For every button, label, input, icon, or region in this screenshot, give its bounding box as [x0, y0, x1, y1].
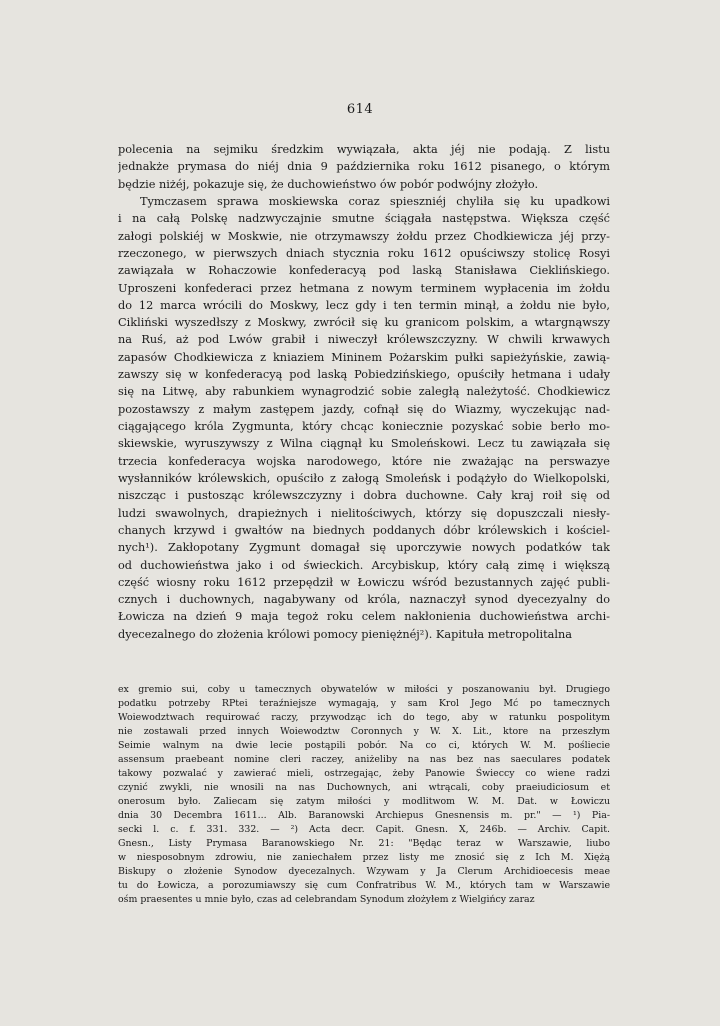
text-line: się na Litwę, aby rabunkiem wynagrodzić sobie zaległą należytość. Chodkiewicz [118, 385, 610, 399]
text-line: Cikliński wyszedłszy z Moskwy, zwrócił się ku granicom polskim, a wtargnąwszy [118, 316, 610, 330]
text-line: polecenia na sejmiku średzkim wywiązała, akta jéj nie podają. Z listu [118, 143, 610, 156]
text-line: Uproszeni konfederaci przez hetmana z nowym terminem wypłacenia im żołdu [118, 281, 610, 295]
text-line: zawszy się w konfederacyą pod laską Pobiedzińskiego, opuściły hetmana i udały [118, 368, 610, 382]
footnote-line: nie zostawali przed innych Woiewodztw Coronnych y W. X. Lit., ktore na przeszłym [118, 726, 610, 738]
text-line: na Ruś, aż pod Lwów grabił i niweczył królewszczyzny. W chwili krwawych [118, 333, 610, 347]
main-text [118, 141, 610, 643]
footnote-line: assensum praebeant nomine cleri raczey, aniżeliby na nas bez nas saeculares podatek [118, 754, 610, 766]
footnote-line: Gnesn., Listy Prymasa Baranowskiego Nr. 21: "Będąc teraz w Warszawie, liubo [118, 838, 610, 850]
footnote-line: podatku potrzeby RPtei teraźniejsze wymagają, y sam Krol Jego Mć po tamecznych [118, 698, 610, 710]
footnote-line: tu do Łowicza, a porozumiawszy się cum Confratribus W. M., których tam w Warszawie [118, 880, 610, 892]
text-line: pozostawszy z małym zastępem jazdy, cofnął się do Wiazmy, wyczekując nad- [118, 402, 610, 416]
text-line: załogi polskiéj w Moskwie, nie otrzymawszy żołdu przez Chodkiewicza jéj przy- [118, 229, 610, 243]
page-number: 614 [346, 102, 374, 117]
text-line: od duchowieństwa jako i od świeckich. Arcybiskup, który całą zimę i większą [118, 558, 610, 572]
text-line: wysłanników królewskich, opuściło z załogą Smoleńsk i podążyło do Wielkopolski, [118, 471, 610, 485]
footnote-line: ex gremio sui, coby u tamecznych obywatelów w miłości y poszanowaniu był. Drugiego [118, 684, 610, 695]
footnote-line: takowy pozwalać y zawierać mieli, ostrzegając, żeby Panowie Świeccy co wiene radzi [118, 768, 610, 780]
text-line: cznych i duchownych, nagabywany od króla, naznaczył synod dyecezyalny do [118, 593, 610, 607]
text-line: rzeczonego, w pierwszych dniach stycznia roku 1612 opuściwszy stolicę Rosyi [118, 246, 610, 260]
text-line: ciągającego króla Zygmunta, który chcąc koniecznie pozyskać sobie berło mo- [118, 420, 610, 433]
footnote-line: czynić zwykli, nie wnosili na nas Duchownych, ani wtrącali, coby praeiudiciosum et [118, 782, 610, 794]
text-line: część wiosny roku 1612 przepędził w Łowiczu wśród bezustannych zajęć publi- [118, 575, 610, 589]
text-line: będzie niżéj, pokazuje się, że duchowieństwo ów pobór podwójny złożyło. [118, 177, 539, 191]
text-line: skiewskie, wyruszywszy z Wilna ciągnął ku Smoleńskowi. Lecz tu zawiązała się [118, 437, 610, 451]
footnote-line: secki l. c. f. 331. 332. — ²) Acta decr. Capit. Gnesn. X, 246b. — Archiv. Capit. [118, 824, 610, 836]
footnotes [118, 683, 610, 908]
text-line: nych¹). Zakłopotany Zygmunt domagał się uporczywie nowych podatków tak [118, 541, 610, 555]
text-line: Łowicza na dzień 9 maja tegoż roku celem nakłonienia duchowieństwa archi- [118, 610, 610, 624]
text-line: jednakże prymasa do niéj dnia 9 października roku 1612 pisanego, o którym [118, 160, 610, 174]
footnote-line: onerosum było. Zaliecam się zatym miłości y modlitwom W. M. Dat. w Łowiczu [118, 796, 610, 808]
text-line: zapasów Chodkiewicza z kniaziem Mininem Pożarskim pułki sapieżyńskie, zawią- [118, 350, 610, 364]
footnote-line: ośm praesentes u mnie było, czas ad celebrandam Synodum złożyłem z Wielgińcy zaraz [118, 894, 535, 906]
text-line: niszcząc i pustosząc królewszczyzny i dobra duchowne. Cały kraj roił się od [118, 489, 610, 503]
text-line: i na całą Polskę nadzwyczajnie smutne ściągała następstwa. Większa część [118, 212, 610, 226]
footnote-line: Woiewodztwach requirować raczy, przywodząc ich do tego, aby w ratunku pospolitym [118, 712, 610, 724]
footnote-line: w niesposobnym zdrowiu, nie zaniechałem przez listy me znosić się z Ich M. Xiężą [118, 852, 610, 864]
text-line: Tymczasem sprawa moskiewska coraz spieszniéj chyliła się ku upadkowi [140, 194, 610, 208]
footnote-line: Biskupy o złożenie Synodow dyecezalnych. Wzywam y Ja Clerum Archidioecesis meae [118, 866, 610, 878]
footnote-line: dnia 30 Decembra 1611... Alb. Baranowski Archiepus Gnesnensis m. pr." — ¹) Pia- [118, 810, 610, 822]
text-line: ludzi swawolnych, drapieżnych i nielitościwych, którzy się dopuszczali niesły- [118, 506, 610, 520]
text-line: do 12 marca wrócili do Moskwy, lecz gdy i ten termin minął, a żołdu nie było, [118, 298, 610, 312]
text-line: trzecia konfederacya wojska narodowego, które nie zważając na perswazye [118, 454, 610, 468]
text-line: chanych krzywd i gwałtów na biednych poddanych dóbr królewskich i kościel- [118, 523, 610, 537]
footnote-line: Seimie walnym na dwie lecie postąpili pobór. Na co ci, których W. M. pośliecie [118, 740, 610, 752]
text-line: dyecezalnego do złożenia królowi pomocy pieniężnéj²). Kapituła metropolitalna [118, 627, 573, 641]
text-line: zawiązała w Rohaczowie konfederacyą pod laską Stanisława Cieklińskiego. [118, 264, 610, 278]
